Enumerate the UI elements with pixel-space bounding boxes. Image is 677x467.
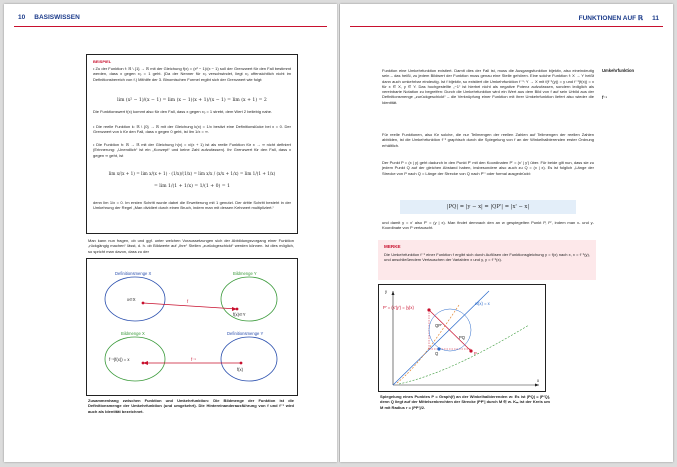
example-title: BEISPIEL: [93, 59, 112, 64]
merke-label: MERKE: [384, 244, 401, 249]
graph-q-label: Q: [435, 351, 439, 356]
f-arrow-label: f: [187, 299, 189, 304]
graph-pq-label: PQ: [459, 335, 466, 340]
reflection-graph: [378, 284, 546, 392]
f-arrow-line: [143, 303, 237, 309]
graph-qp-label: QP': [435, 323, 442, 328]
x-axis-arrow: [535, 384, 539, 387]
fx-point-label: f(x)∈Y: [233, 312, 246, 317]
example-bullet-1: • Zu der Funktion f: ℝ \ {1} → ℝ mit der Gleichung f(x) = (x² − 1)/(x − 1) soll der Grenzwert für den Fall bestimmt werden, dass x gegen x₀ = 1 geht. (Da der Nenner für x₀ verschwindet, liegt x₀ offensichtlich nicht im Definitionsbereich von f.) Mithilfe der 3. Binomischen Formel ergibt sich der Grenzwert wie folgt:: [93, 66, 291, 82]
codomain-label-top: Bildmenge Y: [233, 271, 257, 276]
domain-label-bottom: Definitionsmenge Y: [227, 331, 264, 336]
finv-arrow-label: f⁻¹: [191, 357, 196, 362]
curve-f: [399, 325, 529, 384]
header-rule: [14, 26, 327, 27]
example-text-3: denn lim 1/x = 0. Im ersten Schritt wurde dabei die Erweiterung mit 1 genutzt. Der dritte Schritt besteht in der Umkehrung der Regel „Man dividiert durch einen Bruch, indem man mit dessen Kehrwert multipliziert.“: [93, 200, 291, 211]
x-point-label: x∈X: [127, 297, 136, 302]
right-para-2: Für reelle Funktionen, also für solche, die nur Teilmengen der reellen Zahlen auf Teilmengen der reellen Zahlen abbilden, ist die Umkehrfunktion f⁻¹ graphisch durch die Spiegelung von f an der Winkelhalbierenden erster Ordnung erhältlich.: [382, 132, 594, 148]
fx2-point-dot: [240, 362, 243, 365]
example-bullet-2: • Die reelle Funktion k: ℝ \ {0} → ℝ mit der Gleichung k(x) = 1/x besitzt eine Definitionslücke bei x = 0. Der Grenzwert von k für den Fall, dass x gegen 0 geht, ist lim 1/x = ∞.: [93, 124, 291, 135]
merke-text: Die Umkehrfunktion f⁻¹ einer Funktion f ergibt sich durch Auflösen der Funktionsgleichung y = f(x) nach x, x = f⁻¹(y), und anschließendem Vertauschen der Variablen x und y, y = f⁻¹(x).: [384, 252, 590, 263]
diagram-svg: [87, 259, 297, 395]
example-bullet-3: • Die Funktion h: ℝ → ℝ mit der Gleichung h(x) = x/(x + 1) ist als reelle Funktion für x → ∞ nicht definiert (Erinnerung: „Unendlich“ ist ein „Konzept“ und keine Zahl aufzufassen). Ihr Grenzwert für den Fall, dass x gegen ∞ geht, ist: [93, 142, 291, 158]
example-box: [86, 54, 298, 234]
fx-point-dot: [236, 308, 239, 311]
p-dot: [469, 349, 472, 352]
section-title: FUNKTIONEN AUF ℝ: [578, 15, 644, 22]
header-rule: [350, 26, 663, 27]
right-para-1: Funktion eine Umkehrfunktion existiert. Damit dies der Fall ist, muss die Ausgangsfunktion bijektiv, also eineindeutig sein – das heißt, zu jedem Bildwert der Funktion muss genau eine Stelle gehören. Eine solche Funktion f: X → Y heißt dann auch umkehrbar eindeutig. Ist f bijektiv, so existiert die Umkehrfunktion f⁻¹: Y → X mit f(f⁻¹(y)) = y und f⁻¹(f(x)) = x für x ∈ X, y ∈ Y. Das hochgestellte „−1“ ist hierbei nicht als negative Potenz aufzufassen, sondern lediglich als vereinbarte Notation zu begreifen: Durch die Umkehrfunktion wird ein Wert aus dem Bild von f auf sein Urbild aus der Definitionsmenge „zurückgeschickt“ – die Verknüpfung einer Funktion mit ihrer Umkehrfunktion liefert also wieder die Identität.: [382, 68, 594, 105]
right-page: [340, 4, 673, 462]
right-para-3: Der Punkt P = (x | y) geht dadurch in den Punkt P' mit den Koordinaten P' = (x' | y') über. Für beide gilt nun, dass sie zu jedem Punkt Q auf der gleichen Abstand haben, insbesondere also auch zu Q = (x | x). Es ist folglich „Länge der Strecke von P nach Q = Länge der Strecke von Q nach P'“ oder formal ausgedrückt:: [382, 160, 594, 176]
right-para-4: und damit y = x' also P' = (y | x). Man findet demnach den an w gespiegelten Punkt P, P', indem man x- und y-Koordinate von P vertauscht.: [382, 220, 594, 231]
left-caption: Zusammenhang zwischen Funktion und Umkehrfunktion: Die Bildmenge der Funktion ist die Definitionsmenge der Umkehrfunktion (und umgekehrt). Die Hintereinanderausführung von f und f⁻¹ wird auch als Identität bezeichnet.: [88, 398, 294, 414]
curve-f-inverse: [397, 305, 459, 383]
finv-point-dot: [142, 362, 145, 365]
x-point-dot: [142, 302, 145, 305]
graph-p-prime-label: P' = (x'|y') = (y|x): [383, 305, 414, 310]
merke-box: [378, 240, 596, 280]
function-diagram: [86, 258, 298, 396]
finv-point-label: f⁻¹(f(x)) = x: [109, 357, 130, 362]
graph-x-label: x: [537, 378, 540, 383]
example-text-2: Die Funktionswert f(x) kommt also für den Fall, dass x gegen x₀ = 1 strebt, dem Wert 2 beliebig nahe.: [93, 109, 273, 114]
left-body-text: Man kann nun fragen, ob und ggf. unter welchen Voraussetzungen sich der Abbildungsvorgang einer Funktion „rückgängig machen“ lässt, d. h. ob Bildwerte auf „ihre“ Stellen „zurückgeschickt“ werden können. Ist dies möglich, so spricht man davon, dass zu der: [88, 238, 294, 254]
equation-2a: lim x/(x + 1) = lim x/(x + 1) · (1/x)/(1/x) = lim x/x / (x/x + 1/x) = lim 1/(1 + 1/x): [108, 171, 276, 176]
left-page: [4, 4, 337, 462]
side-label-umkehrfunktion: Umkehrfunktion: [602, 68, 635, 73]
page-number: 10: [18, 14, 26, 21]
codomain-y-ellipse: [221, 277, 277, 321]
right-caption: Spiegelung eines Punktes P = Graph(f) an der Winkelhalbierenden w: Es ist |PQ| = |P'Q|, denn Q liegt auf der Mittelsenkrechten der Strecke |PP'| durch M ∈ w. Kₘ ist der Kreis um M mit Radius r = |PP'|/2.: [380, 394, 550, 410]
codomain-bottom-ellipse: [221, 337, 277, 381]
domain-label-top: Definitionsmenge X: [115, 271, 152, 276]
p-prime-dot: [427, 308, 430, 311]
graph-p-label: P: [474, 351, 477, 356]
side-label-finv: f⁻¹: [602, 95, 607, 100]
section-title: BASISWISSEN: [34, 14, 80, 21]
left-header: [18, 14, 80, 26]
graph-y-label: y: [385, 289, 388, 294]
circle-km: [429, 309, 471, 351]
page-number: 11: [652, 15, 659, 22]
right-header: [579, 14, 659, 26]
equation-1: lim (x² − 1)/(x − 1) = lim (x − 1)(x + 1)/(x − 1) = lim (x + 1) = 2: [117, 98, 267, 103]
graph-line-label: w(x) = x: [475, 301, 490, 306]
equation-2b: = lim 1/(1 + 1/x) = 1/(1 + 0) = 1: [153, 184, 230, 189]
distance-formula: |PQ| = |y − x| = |QP'| = |x' − x|: [400, 200, 576, 214]
y-axis-arrow: [392, 291, 395, 295]
fx-point-label-2: f(x): [237, 367, 244, 372]
codomain-label-bottom: Bildmenge X: [121, 331, 145, 336]
